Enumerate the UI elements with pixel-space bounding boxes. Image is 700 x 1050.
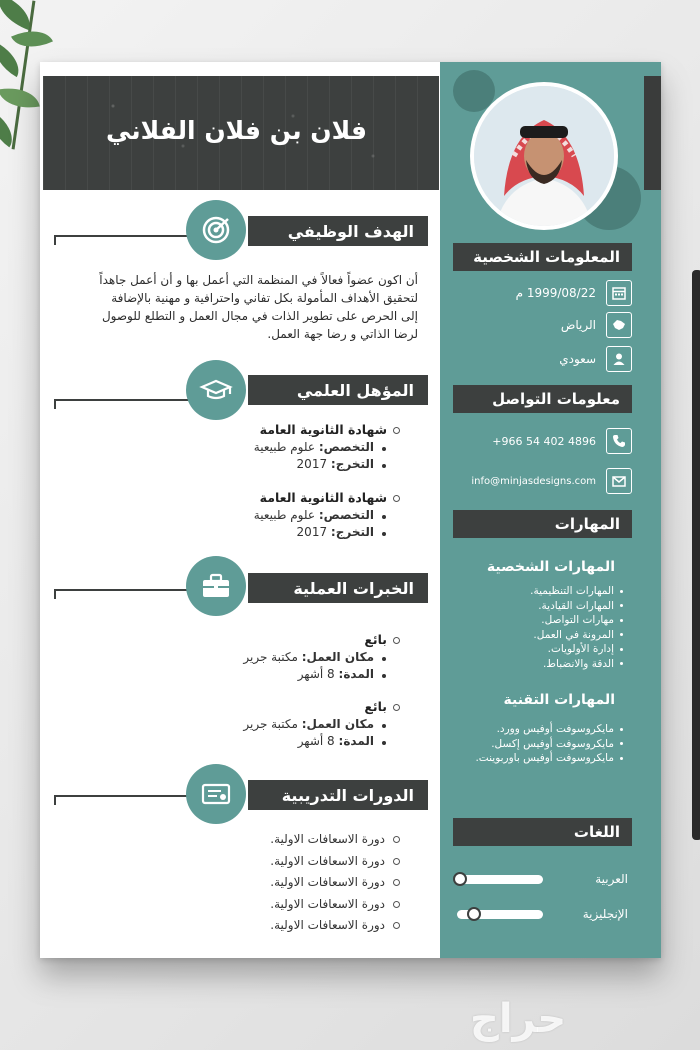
entry-detail-row: [190, 440, 386, 454]
language-row-english: [453, 905, 628, 925]
resume-page: [40, 62, 661, 958]
entry-detail-row: [190, 525, 386, 539]
languages-title: اللغات: [453, 818, 632, 846]
skill-text: مايكروسوفت أوفيس إكسل.: [491, 737, 614, 750]
nationality-row: [453, 346, 632, 374]
education-entry: [190, 490, 400, 539]
entry-value: مكتبة جرير: [243, 650, 302, 664]
bullet-icon: [382, 447, 386, 451]
entry-detail-row: [190, 717, 386, 731]
user-icon: [606, 346, 632, 372]
course-item: [190, 854, 400, 876]
city-row: [453, 312, 632, 340]
entry-label: المدة:: [338, 667, 374, 681]
bullet-icon: [620, 648, 623, 651]
email-icon: [606, 468, 632, 494]
email-row: [446, 468, 632, 496]
entry-detail-row: [190, 650, 386, 664]
entry-title-row: [190, 632, 400, 647]
bullet-icon: [620, 728, 623, 731]
course-text: دورة الاسعافات الاولية.: [270, 875, 385, 889]
course-item: [190, 875, 400, 897]
target-icon: [201, 215, 231, 245]
entry-value: 8 أشهر: [297, 734, 339, 748]
course-text: دورة الاسعافات الاولية.: [270, 918, 385, 932]
ring-bullet-icon: [393, 922, 400, 929]
bullet-icon: [620, 619, 623, 622]
skill-text: المهارات التنظيمية.: [530, 585, 614, 597]
calendar-icon: [606, 280, 632, 306]
entry-detail-row: [190, 457, 386, 471]
course-item: [190, 832, 400, 854]
bullet-icon: [382, 674, 386, 678]
objective-badge: [186, 200, 246, 260]
personal-skills-list: [453, 584, 623, 671]
entry-value: 2017: [296, 457, 331, 471]
entry-label: مكان العمل:: [301, 650, 374, 664]
ring-bullet-icon: [393, 637, 400, 644]
ring-bullet-icon: [393, 901, 400, 908]
city-text: الرياض: [560, 318, 596, 332]
language-level-knob: [453, 872, 467, 886]
ring-bullet-icon: [393, 495, 400, 502]
course-item: [190, 918, 400, 940]
nationality-text: سعودي: [559, 352, 596, 366]
objective-text: [50, 271, 418, 343]
skill-item: [453, 722, 623, 737]
entry-value: 8 أشهر: [297, 667, 339, 681]
experience-entry: [190, 699, 400, 748]
bullet-icon: [620, 633, 623, 636]
entry-label: المدة:: [338, 734, 374, 748]
person-name: فلان بن فلان الفلاني: [106, 116, 367, 145]
entry-label: التخصص:: [318, 440, 374, 454]
courses-list: [190, 832, 400, 940]
courses-connector-stub: [54, 795, 56, 805]
entry-title: شهادة الثانوية العامة: [259, 490, 387, 505]
objective-line: لتحقيق الأهداف المأمولة بكل تفاني واحترافية و مهنية بالإضافة: [111, 291, 418, 305]
education-entry: [190, 422, 400, 471]
phone-text: +966 54 402 4896: [492, 435, 596, 448]
objective-line: أن اكون عضواً فعالاً في المنظمة التي أعمل بها و أن أعمل جاهداً: [99, 273, 418, 287]
watermark: حراج: [470, 996, 567, 1042]
bullet-icon: [382, 741, 386, 745]
graduation-icon: [199, 379, 233, 401]
skill-text: مهارات التواصل.: [541, 614, 614, 626]
experience-badge: [186, 556, 246, 616]
skill-text: المرونة في العمل.: [533, 628, 614, 641]
entry-value: علوم طبيعية: [253, 508, 319, 522]
course-text: دورة الاسعافات الاولية.: [270, 832, 385, 846]
entry-title: شهادة الثانوية العامة: [259, 422, 387, 437]
course-text: دورة الاسعافات الاولية.: [270, 896, 385, 911]
skill-item: [453, 657, 623, 672]
entry-label: التخرج:: [330, 457, 374, 471]
header-edge-strip: [644, 76, 661, 190]
entry-title-row: [190, 699, 400, 714]
briefcase-icon: [201, 573, 231, 599]
bullet-icon: [382, 464, 386, 468]
personal-info-title: المعلومات الشخصية: [453, 243, 632, 271]
ring-bullet-icon: [393, 427, 400, 434]
education-connector-stub: [54, 399, 56, 409]
objective-title: الهدف الوظيفي: [248, 216, 428, 246]
experience-entry: [190, 632, 400, 681]
entry-detail-row: [190, 734, 386, 748]
skills-title: المهارات: [453, 510, 632, 538]
courses-title: الدورات التدريبية: [248, 780, 428, 810]
name-banner: [43, 76, 439, 190]
entry-value: 2017: [296, 525, 331, 539]
skill-item: [453, 599, 623, 614]
phone-icon: [606, 428, 632, 454]
entry-value: علوم طبيعية: [253, 440, 319, 454]
entry-label: التخرج:: [330, 525, 374, 539]
ring-bullet-icon: [393, 704, 400, 711]
entry-label: مكان العمل:: [301, 717, 374, 731]
entry-title-row: [190, 490, 400, 505]
entry-value: مكتبة جرير: [243, 717, 302, 731]
education-badge: [186, 360, 246, 420]
map-icon: [606, 312, 632, 338]
entry-title: بائع: [364, 632, 387, 647]
bullet-icon: [620, 742, 623, 745]
experience-title: الخبرات العملية: [248, 573, 428, 603]
bullet-icon: [620, 604, 623, 607]
language-name: العربية: [595, 872, 628, 886]
language-level-knob: [467, 907, 481, 921]
bullet-icon: [382, 724, 386, 728]
skill-item: [453, 613, 623, 628]
tech-skills-title: المهارات التقنية: [503, 692, 615, 708]
pen-decoration: [692, 270, 700, 840]
experience-connector-stub: [54, 589, 56, 599]
education-title: المؤهل العلمي: [248, 375, 428, 405]
skill-item: [453, 642, 623, 657]
phone-row: [453, 428, 632, 456]
ring-bullet-icon: [393, 879, 400, 886]
skill-item: [453, 584, 623, 599]
bullet-icon: [620, 662, 623, 665]
person-avatar-icon: [474, 86, 614, 226]
personal-skills-title: المهارات الشخصية: [486, 559, 615, 575]
skill-text: المهارات القيادية.: [538, 599, 614, 612]
skill-item: [453, 628, 623, 643]
skill-item: [453, 751, 623, 766]
objective-line: إلى الحرص على تطوير الذات في مجال العمل و التطلع للوصول: [101, 309, 418, 323]
entry-title-row: [190, 422, 400, 437]
profile-photo: [470, 82, 618, 230]
email-text: info@minjasdesigns.com: [471, 476, 596, 487]
language-row-arabic: [453, 870, 628, 890]
bullet-icon: [620, 590, 623, 593]
birthdate-row: [453, 280, 632, 308]
birthdate-text: 1999/08/22 م: [515, 286, 596, 300]
entry-detail-row: [190, 508, 386, 522]
ring-bullet-icon: [393, 858, 400, 865]
certificate-icon: [201, 783, 231, 805]
course-text: دورة الاسعافات الاولية.: [270, 853, 385, 868]
courses-badge: [186, 764, 246, 824]
skill-text: مايكروسوفت أوفيس وورد.: [496, 723, 614, 735]
entry-label: التخصص:: [318, 508, 374, 522]
tech-skills-list: [453, 722, 623, 766]
bullet-icon: [382, 657, 386, 661]
ring-bullet-icon: [393, 836, 400, 843]
bullet-icon: [382, 515, 386, 519]
entry-detail-row: [190, 667, 386, 681]
language-level-bar: [457, 875, 543, 884]
objective-connector-stub: [54, 235, 56, 245]
course-item: [190, 897, 400, 919]
skill-item: [453, 737, 623, 752]
skill-text: الدقة والانضباط.: [542, 657, 614, 670]
entry-title: بائع: [364, 699, 387, 714]
contact-info-title: معلومات التواصل: [453, 385, 632, 413]
skill-text: إدارة الأولويات.: [547, 643, 614, 655]
language-name: الإنجليزية: [582, 907, 628, 921]
objective-line: لرضا الذاتي و رضا جهة العمل.: [267, 327, 418, 341]
bullet-icon: [620, 757, 623, 760]
skill-text: مايكروسوفت أوفيس باوربوينت.: [475, 752, 614, 764]
bullet-icon: [382, 532, 386, 536]
